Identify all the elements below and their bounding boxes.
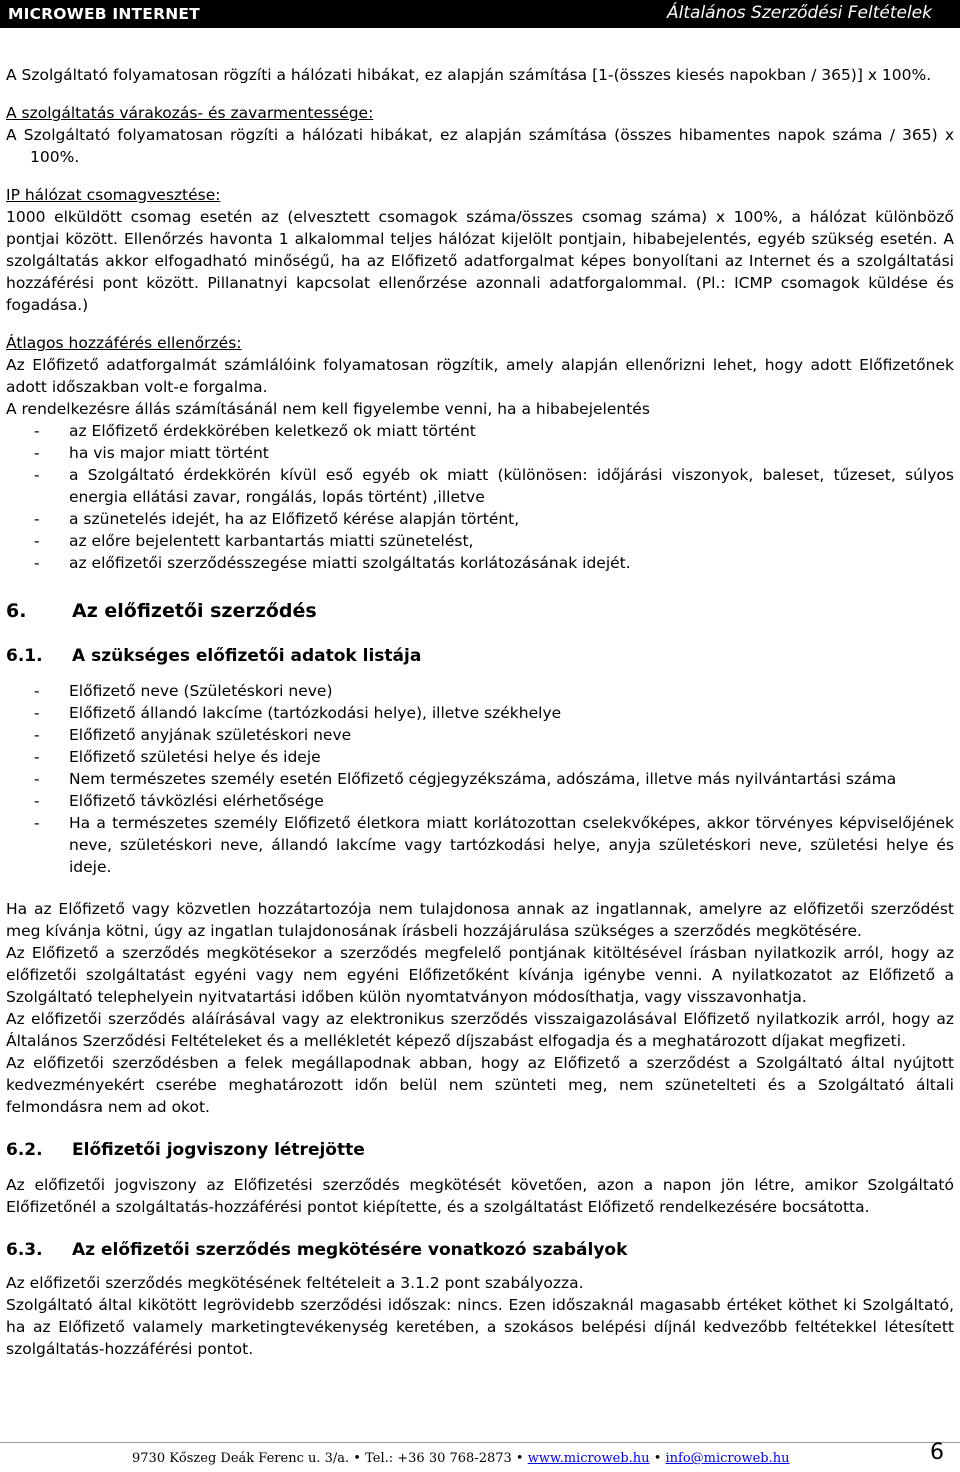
list-item: - Előfizető állandó lakcíme (tartózkodási helye), illetve székhelye	[34, 704, 562, 722]
list-item: - az előre bejelentett karbantartás miatti szünetelést,	[34, 532, 474, 550]
list-item: - Nem természetes személy esetén Előfizető cégjegyzékszáma, adószáma, illetve más nyilvántartási száma	[34, 770, 897, 788]
footer-address: 9730 Kőszeg Deák Ferenc u. 3/a. • Tel.: +36 30 768-2873 •	[132, 1451, 524, 1466]
list-item: - ha vis major miatt történt	[34, 444, 269, 462]
avg-section-text: Az Előfizető adatforgalmát számlálóink folyamatosan rögzítik, amely alapján ellenőrizni lehet, hogy adott Előfizetőnek adott időszakban volt-e forgalma.	[6, 356, 954, 396]
paragraph: Ha az Előfizető vagy közvetlen hozzátartozója nem tulajdonosa annak az ingatlannak, amelyre az előfizetői szerződést meg kívánja kötni, úgy az ingatlan tulajdonosának írásbeli hozzájárulása szükséges a szerződés megkötésére.	[6, 900, 954, 940]
section-6-3-text-1: Az előfizetői szerződés megkötésének feltételeit a 3.1.2 pont szabályozza.	[6, 1274, 584, 1292]
list-item: - Előfizető születési helye és ideje	[34, 748, 321, 766]
list-item: - a Szolgáltató érdekkörén kívül eső egyéb ok miatt (különösen: időjárási viszonyok, baleset, tűzeset, súlyos energia ellátási zavar, rongálás, lopás történt) ,illetve	[34, 466, 954, 506]
section-6-3-text-2: Szolgáltató által kikötött legrövidebb szerződési időszak: nincs. Ezen időszaknál magasabb értéket köthet ki Szolgáltató, ha az Előfizető valamely marketingtevékenység keretében, a szokásos belépési díjnál kedvezőbb feltétekkel létesített szolgáltatás-hozzáférési pontot.	[6, 1296, 954, 1358]
website-link[interactable]: www.microweb.hu	[527, 1451, 650, 1466]
avg-section-title: Átlagos hozzáférés ellenőrzés:	[6, 334, 242, 352]
availability-intro: A rendelkezésre állás számításánál nem kell figyelembe venni, ha a hibabejelentés	[6, 400, 650, 418]
section-6-heading: 6. Az előfizetői szerződés	[6, 600, 317, 622]
company-name: MICROWEB INTERNET	[8, 5, 200, 23]
availability-exclusions-list	[6, 420, 954, 574]
footer-divider	[0, 1442, 960, 1443]
list-item: - Előfizető anyjának születéskori neve	[34, 726, 352, 744]
section-6-2-text: Az előfizetői jogviszony az Előfizetési szerződés megkötését követően, azon a napon jön létre, amikor Szolgáltató Előfizetőnél a szolgáltatás-hozzáférési pontot kiépítette, és a szolgáltatást Előfizető rendelkezésére bocsátotta.	[6, 1176, 954, 1216]
page-header	[0, 0, 960, 28]
email-link[interactable]: info@microweb.hu	[665, 1451, 790, 1466]
document-body	[6, 64, 954, 1360]
ip-section-text: 1000 elküldött csomag esetén az (elvesztett csomagok száma/összes csomag száma) x 100%, a hálózat különböző pontjai között. Ellenőrzés havonta 1 alkalommal teljes hálózat kijelölt pontjain, hibabejelentés, egyéb szükség esetén. A szolgáltatás akkor elfogadható minőségű, ha az Előfizető adatforgalmat képes bonyolítani az Internet és a szolgáltatási hozzáférési pont között. Pillanatnyi kapcsolat ellenőrzése azonnali adatforgalommal. (Pl.: ICMP csomagok küldése és fogadása.)	[6, 208, 954, 314]
page-number: 6	[930, 1440, 944, 1465]
wait-section-text: A Szolgáltató folyamatosan rögzíti a hálózati hibákat, ez alapján számítása (összes hibamentes napok száma / 365) x 100%.	[6, 126, 954, 166]
footer-separator: •	[653, 1451, 662, 1466]
paragraph: Az előfizetői szerződésben a felek megállapodnak abban, hogy az Előfizető a szerződést a Szolgáltató által nyújtott kedvezményekért cserébe meghatározott időn belül nem szünteti meg, nem szünetelteti és a Szolgáltató általi felmondásra nem ad okot.	[6, 1054, 954, 1116]
paragraph: Az Előfizető a szerződés megkötésekor a szerződés megfelelő pontjának kitöltésével írásban nyilatkozik arról, hogy az előfizetői szolgáltatást egyéni vagy nem egyéni Előfizetőként kívánja igénybe venni. A nyilatkozatot az Előfizető a Szolgáltató telephelyein nyitvatartási időben külön nyomtatványon módosíthatja, vagy visszavonhatja.	[6, 944, 954, 1006]
list-item: - Ha a természetes személy Előfizető életkora miatt korlátozottan cselekvőképes, akkor törvényes képviselőjének neve, születéskori neve, állandó lakcíme vagy tartózkodási helye, anyja születéskori neve, születési helye és ideje.	[34, 814, 954, 876]
list-item: - az előfizetői szerződésszegése miatti szolgáltatás korlátozásának idejét.	[34, 554, 631, 572]
wait-section-title: A szolgáltatás várakozás- és zavarmentessége:	[6, 104, 374, 122]
section-6-2-heading: 6.2. Előfizetői jogviszony létrejötte	[6, 1140, 365, 1160]
list-item: - Előfizető távközlési elérhetősége	[34, 792, 324, 810]
list-item: - Előfizető neve (Születéskori neve)	[34, 682, 333, 700]
page-footer	[132, 1451, 790, 1466]
availability-formula: A Szolgáltató folyamatosan rögzíti a hálózati hibákat, ez alapján számítása [1-(összes kiesés napokban / 365)] x 100%.	[6, 66, 932, 84]
list-item: - a szünetelés idejét, ha az Előfizető kérése alapján történt,	[34, 510, 520, 528]
ip-section-title: IP hálózat csomagvesztése:	[6, 186, 221, 204]
subscriber-data-list	[6, 680, 954, 878]
section-6-3-heading: 6.3. Az előfizetői szerződés megkötésére vonatkozó szabályok	[6, 1240, 628, 1260]
section-6-1-heading: 6.1. A szükséges előfizetői adatok listája	[6, 646, 422, 666]
list-item: - az Előfizető érdekkörében keletkező ok miatt történt	[34, 422, 476, 440]
paragraph: Az előfizetői szerződés aláírásával vagy az elektronikus szerződés visszaigazolásával Előfizető nyilatkozik arról, hogy az Általános Szerződési Feltételeket és a mellékletét képező díjszabást elfogadja és a meghatározott díjakat megfizeti.	[6, 1010, 954, 1050]
document-title: Általános Szerződési Feltételek	[667, 3, 932, 23]
